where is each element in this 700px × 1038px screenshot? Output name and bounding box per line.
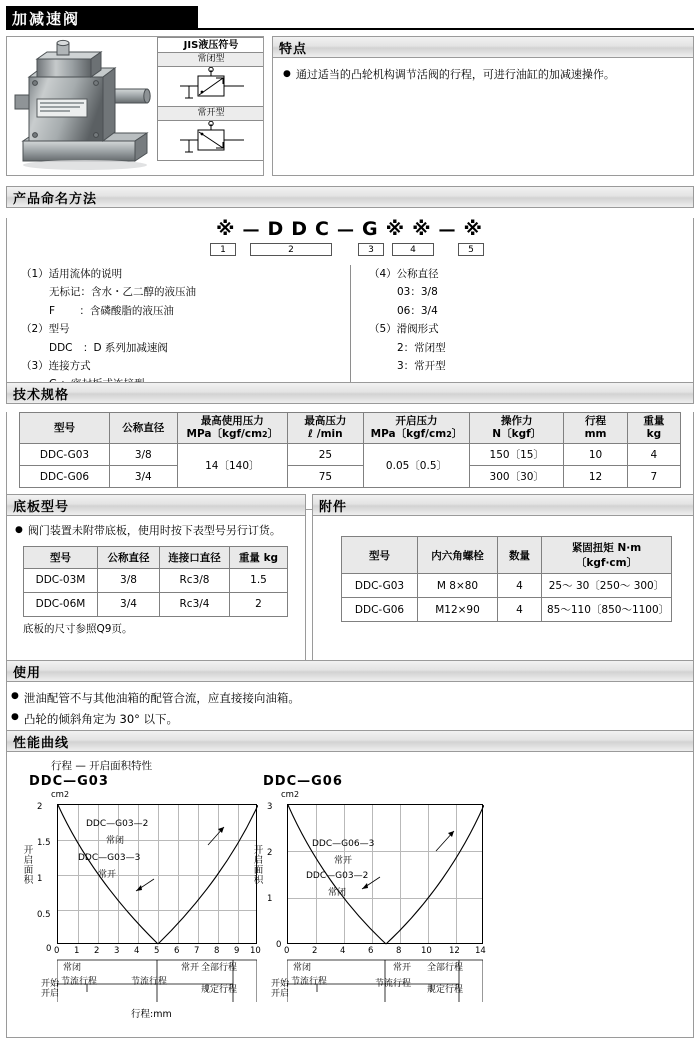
spec-col-5: 操作力 N〔kgf〕: [470, 413, 564, 444]
chart-0-ann-0: DDC—G03—2: [86, 819, 149, 829]
product-overview: [6, 36, 694, 176]
chart-0-ann-0-sub: 常闭: [106, 836, 125, 846]
chart-1-xtick-7: 14: [475, 946, 486, 956]
chart-0-xtick-10: 10: [250, 946, 261, 956]
chart-0-plot: [57, 804, 257, 944]
bp-col-3: 重量 kg: [230, 546, 288, 568]
chart-1-xtick-4: 8: [396, 946, 402, 956]
code-part-1: —: [242, 220, 262, 240]
jis-normally-closed-symbol: [157, 67, 264, 107]
legend-right-1: 03：3/8: [397, 286, 438, 299]
bullet-icon: ●: [283, 69, 291, 79]
code-index-5: 5: [458, 243, 484, 256]
code-part-5: —: [336, 220, 356, 240]
spec-col-1-label: 公称直径: [122, 421, 165, 434]
spec-r1-stroke: 12: [564, 466, 627, 488]
chart-caption: 行程 — 开启面积特性: [51, 760, 153, 772]
spec-col-0: [20, 413, 110, 444]
bp-r0-model: DDC-03M: [24, 568, 98, 592]
chart-1-note-start: 开始开启: [271, 979, 290, 999]
chart-0-note-full: 全部行程: [201, 963, 238, 973]
code-part-0: ※: [215, 218, 237, 240]
acc-col-0: 型号: [342, 537, 418, 574]
acc-r1-torque: 85～110〔850～1100〕: [542, 598, 672, 622]
chart-0-ylabel: 开启面积: [23, 845, 34, 886]
acc-r1-model: DDC-G06: [342, 598, 418, 622]
features-body: [272, 58, 694, 176]
features-title: 特点: [272, 36, 694, 58]
code-part-4: C: [315, 218, 331, 240]
chart-1-ann-0: DDC—G06—3: [312, 839, 375, 849]
usage-item-0-row: [11, 688, 689, 709]
spec-section: [6, 382, 694, 510]
chart-1-xtick-5: 10: [421, 946, 432, 956]
spec-max-working-pressure: 14〔140〕: [177, 444, 288, 488]
baseplate-section: [6, 494, 306, 674]
valve-photo: [7, 37, 167, 175]
legend-left-1: 无标记：含水・乙二醇的液压油: [49, 286, 196, 299]
baseplate-title: 底板型号: [6, 494, 306, 516]
code-index-1: 1: [210, 243, 236, 256]
bp-col-1: 公称直径: [98, 546, 160, 568]
chart-0-xtick-2: 2: [94, 946, 100, 956]
bp-r0-weight: 1.5: [230, 568, 288, 592]
chart-0-xlabel: 行程:mm: [131, 1009, 172, 1020]
bp-r1-port: Rc3/4: [160, 592, 230, 616]
spec-row-0: [20, 444, 681, 466]
chart-1-plot: [287, 804, 483, 944]
naming-legend-right: [350, 265, 679, 394]
bp-col-2: 连接口直径: [160, 546, 230, 568]
chart-1-yunit: cm2: [281, 790, 300, 800]
naming-legend-left: [21, 265, 350, 394]
bp-r1-dia: 3/4: [98, 592, 160, 616]
chart-0-xtick-8: 8: [214, 946, 220, 956]
bp-col-0: 型号: [24, 546, 98, 568]
bp-r1-weight: 2: [230, 592, 288, 616]
code-part-9: —: [438, 220, 458, 240]
bullet-icon: ●: [11, 712, 19, 723]
product-photo-panel: [6, 36, 264, 176]
spec-r1-dia: 3/4: [110, 466, 178, 488]
code-part-7: ※: [385, 218, 407, 240]
spec-col-4: 开启压力 MPa〔kgf/cm2〕: [363, 413, 469, 444]
jis-normally-open-symbol: [157, 121, 264, 161]
spec-title: 技术规格: [6, 382, 694, 404]
accessory-table: [341, 536, 672, 622]
spec-col-6: 行程 mm: [564, 413, 627, 444]
chart-1-note-nc: 常闭: [293, 963, 312, 973]
accessory-row-1: [342, 598, 672, 622]
chart-1-note-throttle-2: 节流行程: [375, 979, 412, 989]
baseplate-footnote: 底板的尺寸参照Q9页。: [23, 622, 133, 635]
legend-right-2: 06：3/4: [397, 304, 438, 317]
chart-0-note-start: 开始开启: [41, 979, 60, 999]
legend-right-3: （5）滑阀形式: [369, 323, 439, 336]
acc-r0-bolt: M 8×80: [418, 574, 498, 598]
baseplate-panel: [6, 516, 306, 674]
chart-0-xtick-4: 4: [134, 946, 140, 956]
chart-0-ytick-2.0: 2: [37, 802, 43, 812]
acc-r1-bolt: M12×90: [418, 598, 498, 622]
chart-0-note-throttle-2: 节流行程: [131, 977, 168, 987]
acc-r1-qty: 4: [498, 598, 542, 622]
chart-0-title: DDC—G03: [29, 774, 109, 789]
bp-r0-dia: 3/8: [98, 568, 160, 592]
code-index-4: 4: [392, 243, 434, 256]
chart-0-ann-1-sub: 常开: [98, 870, 117, 880]
spec-row-1: [20, 466, 681, 488]
spec-r1-flow: 75: [288, 466, 364, 488]
jis-normally-open-label: 常开型: [157, 107, 264, 121]
chart-0-xtick-7: 7: [194, 946, 200, 956]
chart-0-yunit: cm2: [51, 790, 70, 800]
naming-section: [6, 186, 694, 400]
baseplate-table: [23, 546, 288, 617]
legend-left-5: （3）连接方式: [21, 359, 91, 372]
spec-table: [19, 412, 681, 488]
acc-col-1: 内六角螺栓: [418, 537, 498, 574]
chart-0-note-no: 常开: [181, 963, 200, 973]
chart-1-note-no: 常开: [393, 963, 412, 973]
spec-header-row: [20, 413, 681, 444]
chart-0-note-throttle-1: 节流行程: [61, 977, 98, 987]
spec-r0-force: 150〔15〕: [470, 444, 564, 466]
legend-right-4: 2：常闭型: [397, 341, 446, 354]
baseplate-note-text: 阀门装置未附带底板，使用时按下表型号另行订货。: [27, 524, 281, 537]
chart-0-xtick-0: 0: [54, 946, 60, 956]
code-number-row: [7, 243, 693, 257]
spec-cracking-pressure: 0.05〔0.5〕: [363, 444, 469, 488]
performance-section: [6, 730, 694, 1038]
bullet-icon: ●: [11, 691, 19, 701]
code-part-10: ※: [463, 218, 485, 240]
spec-r0-model: DDC-G03: [20, 444, 110, 466]
chart-0-xticks: [54, 946, 261, 958]
baseplate-row-1: [24, 592, 288, 616]
chart-1-xtick-0: 0: [284, 946, 290, 956]
chart-1-ylabel: 开启面积: [253, 845, 264, 886]
code-part-2: D: [267, 218, 286, 240]
features-section: [272, 36, 694, 176]
jis-normally-closed-label: 常闭型: [157, 53, 264, 67]
usage-title: 使用: [6, 660, 694, 682]
chart-1-note-throttle-1: 节流行程: [291, 977, 328, 987]
spec-col-2: 最高使用压力 MPa〔kgf/cm2〕: [177, 413, 288, 444]
accessory-panel: [312, 516, 694, 674]
charts-container: [7, 752, 693, 1020]
chart-1-ytick-2.0: 2: [267, 848, 273, 858]
performance-title: 性能曲线: [6, 730, 694, 752]
usage-section: [6, 660, 694, 738]
baseplate-note: [15, 522, 297, 540]
chart-0-xtick-9: 9: [234, 946, 240, 956]
chart-0-ytick-0.5: 0.5: [37, 910, 51, 920]
legend-left-2: F ：含磷酸脂的液压油: [49, 304, 174, 317]
naming-panel: [6, 218, 694, 400]
legend-left-0: （1）适用流体的说明: [21, 268, 123, 280]
chart-0-ann-1: DDC—G03—3: [78, 853, 141, 863]
spec-r0-flow: 25: [288, 444, 364, 466]
chart-1-ann-0-sub: 常开: [334, 856, 353, 866]
chart-0-ytick-0: 0: [46, 944, 52, 954]
code-index-3: 3: [358, 243, 384, 256]
chart-1-ytick-1.0: 1: [267, 894, 273, 904]
baseplate-header-row: [24, 546, 288, 568]
chart-1-note-full: 全部行程: [427, 963, 464, 973]
code-part-8: ※: [412, 218, 433, 240]
legend-left-4: DDC ：D 系列加减速阀: [49, 341, 168, 354]
bp-r0-port: Rc3/8: [160, 568, 230, 592]
accessory-row-0: [342, 574, 672, 598]
code-index-2: 2: [250, 243, 332, 256]
performance-panel: [6, 752, 694, 1038]
chart-1-ann-1: DDC—G03—2: [306, 871, 369, 881]
chart-1-xtick-3: 6: [368, 946, 374, 956]
acc-col-3: 紧固扭矩 N·m〔kgf·cm〕: [542, 537, 672, 574]
chart-0-xtick-5: 5: [154, 946, 160, 956]
acc-r0-model: DDC-G03: [342, 574, 418, 598]
acc-r0-torque: 25～ 30〔250～ 300〕: [542, 574, 672, 598]
legend-right-5: 3：常开型: [397, 359, 446, 372]
spec-r1-force: 300〔30〕: [470, 466, 564, 488]
page-title: 加减速阀: [6, 6, 198, 30]
spec-r0-weight: 4: [627, 444, 680, 466]
model-code-row: [7, 218, 693, 240]
usage-item-1-row: [11, 709, 689, 730]
legend-left-3: （2）型号: [21, 323, 70, 336]
spec-r0-stroke: 10: [564, 444, 627, 466]
spec-col-3: 最高压力 ℓ /min: [288, 413, 364, 444]
chart-0-ytick-1.5: 1.5: [37, 838, 51, 848]
usage-body: [7, 682, 693, 735]
chart-1-ytick-0: 0: [276, 940, 282, 950]
usage-item-0: 泄油配管不与其他油箱的配管合流，应直接接向油箱。: [23, 691, 300, 705]
chart-1-title: DDC—G06: [263, 774, 343, 789]
code-part-3: D: [291, 218, 310, 240]
code-part-6: G: [361, 218, 380, 240]
feature-item-0: 通过适当的凸轮机构调节活阀的行程，可进行油缸的加减速操作。: [295, 68, 615, 81]
spec-r1-model: DDC-G06: [20, 466, 110, 488]
jis-symbol-header: JIS液压符号: [157, 37, 264, 53]
chart-0-note-nc: 常闭: [63, 963, 82, 973]
spec-col-0-label: 型号: [54, 421, 76, 434]
chart-1-xtick-1: 2: [312, 946, 318, 956]
chart-0-note-rated: 规定行程: [201, 985, 238, 995]
spec-r1-weight: 7: [627, 466, 680, 488]
bp-r1-model: DDC-06M: [24, 592, 98, 616]
bullet-icon: ●: [15, 525, 23, 535]
legend-right-0: （4）公称直径: [369, 268, 439, 280]
chart-0-xtick-3: 3: [114, 946, 120, 956]
accessory-title: 附件: [312, 494, 694, 516]
chart-1-xticks: [284, 946, 486, 958]
baseplate-row-0: [24, 568, 288, 592]
chart-1-xtick-2: 4: [340, 946, 346, 956]
spec-r0-dia: 3/8: [110, 444, 178, 466]
main-title-bar: [6, 6, 694, 30]
chart-1-xtick-6: 12: [449, 946, 460, 956]
acc-col-2: 数量: [498, 537, 542, 574]
acc-r0-qty: 4: [498, 574, 542, 598]
usage-item-1: 凸轮的倾斜角定为 30° 以下。: [23, 712, 179, 727]
naming-title: 产品命名方法: [6, 186, 694, 208]
spec-col-7: 重量 kg: [627, 413, 680, 444]
accessory-section: [312, 494, 694, 674]
jis-symbol-panel: [157, 37, 264, 176]
chart-1-note-rated: 规定行程: [427, 985, 464, 995]
spec-col-1: [110, 413, 178, 444]
chart-1-ann-1-sub: 常闭: [328, 888, 347, 898]
chart-0-xtick-1: 1: [74, 946, 80, 956]
chart-0-ytick-1.0: 1: [37, 874, 43, 884]
baseplate-accessory-row: [6, 494, 694, 674]
accessory-header-row: [342, 537, 672, 574]
chart-1-ytick-3.0: 3: [267, 802, 273, 812]
chart-0-xtick-6: 6: [174, 946, 180, 956]
